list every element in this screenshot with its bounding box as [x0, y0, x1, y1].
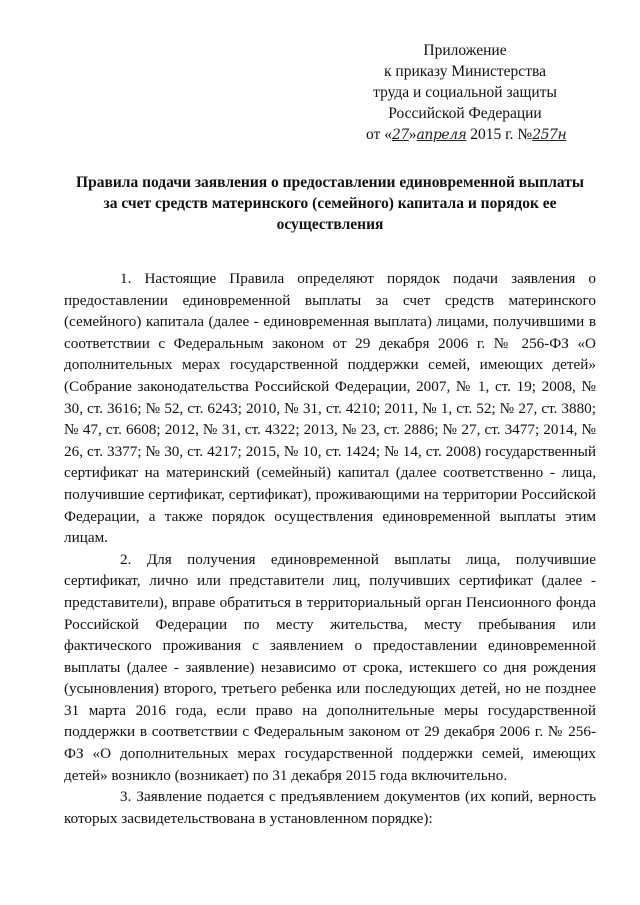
appendix-order-ref: к приказу Министерства [384, 63, 546, 80]
title-line-1: Правила подачи заявления о предоставлении единовременной выплаты [76, 174, 584, 191]
order-day: 27 [391, 127, 409, 143]
title-line-3: осуществления [276, 216, 384, 233]
paragraph-2: 2. Для получения единовременной выплаты лица, получившие сертификат, лично или представители лиц, получивших сертификат (далее - представители), вправе обратиться в территориальный орган Пенсионного фонда Российской Федерации по месту жительства, месту пребывания или фактического проживания с заявлением о предоставлении единовременной выплаты (далее - заявление) независимо от срока, истекшего со дня рождения (усыновления) второго, третьего ребенка или последующих детей, но не позднее 31 марта 2016 года, если право на дополнительные меры государственной поддержки в соответствии с Федеральным законом от 29 декабря 2006 г. № 256-ФЗ «О дополнительных мерах государственной поддержки семей, имеющих детей» возникло (возникает) по 31 декабря 2015 года включительно. [64, 550, 596, 784]
order-mid2: 2015 г. № [466, 126, 533, 143]
appendix-block [330, 40, 600, 146]
appendix-ministry: труда и социальной защиты [373, 84, 557, 101]
order-number: 257н [532, 127, 567, 143]
order-mid1: » [408, 126, 417, 143]
title-line-2: за счет средств материнского (семейного) капитала и порядок ее [103, 195, 557, 212]
paragraph-1: 1. Настоящие Правила определяют порядок подачи заявления о предоставлении единовременной выплаты за счет средств материнского (семейного) капитала (далее - единовременная выплата) лицами, получившими в соответствии с Федеральным законом от 29 декабря 2006 г. № 256-ФЗ «О дополнительных мерах государственной поддержки семей, имеющих детей» (Собрание законодательства Российской Федерации, 2007, № 1, ст. 19; 2008, № 30, ст. 3616; № 52, ст. 6243; 2010, № 31, ст. 4210; 2011, № 1, ст. 52; № 27, ст. 3880; № 47, ст. 6608; 2012, № 31, ст. 4322; 2013, № 23, ст. 2886; № 27, ст. 3477; 2014, № 26, ст. 3377; № 30, ст. 4217; 2015, № 10, ст. 1424; № 14, ст. 2008) государственный сертификат на материнский (семейный) капитал (далее соответственно - лица, получившие сертификат, сертификат), проживающими на территории Российской Федерации, а также порядок осуществления единовременной выплаты этим лицам. [64, 270, 596, 547]
document-title [70, 172, 590, 235]
order-month: апреля [416, 127, 467, 143]
document-body [64, 268, 596, 829]
appendix-country: Российской Федерации [388, 105, 542, 122]
paragraph-3: 3. Заявление подается с предъявлением документов (их копий, верность которых засвидетельствована в установленном порядке): [64, 788, 596, 827]
appendix-label: Приложение [423, 42, 507, 59]
order-date-line [330, 124, 600, 146]
order-prefix: от « [366, 126, 392, 143]
